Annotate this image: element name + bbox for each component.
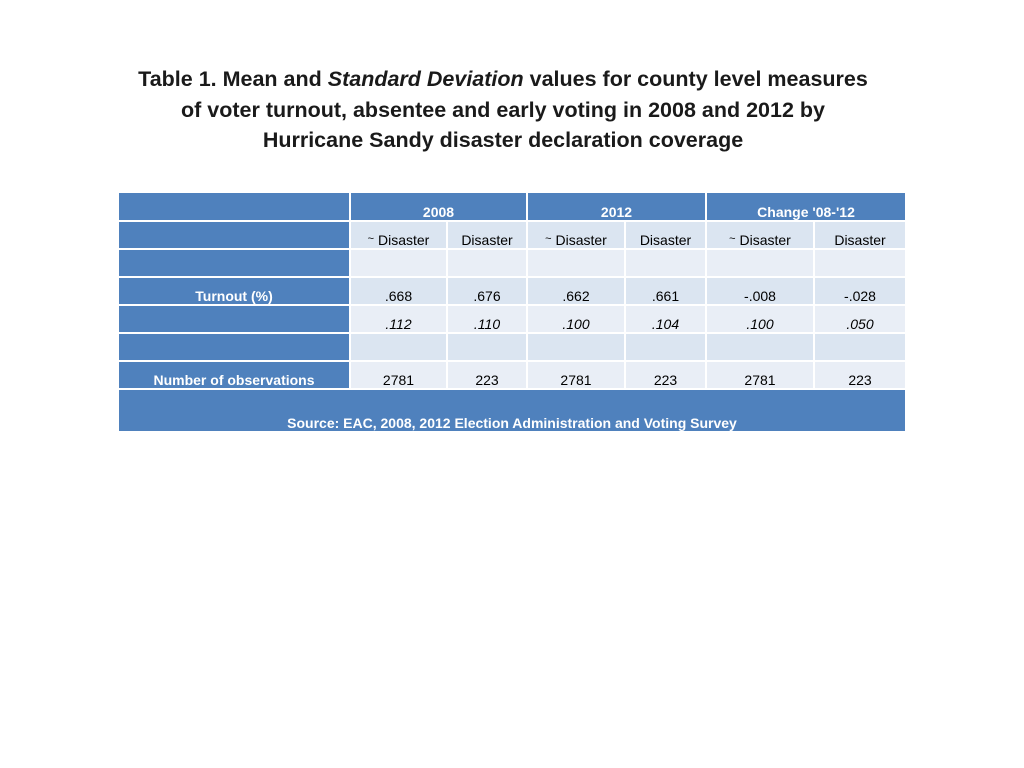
header-disaster-2012 [626,222,707,250]
empty-cell [351,334,448,362]
empty-cell [351,250,448,278]
source-note: Source: EAC, 2008, 2012 Election Administration and Voting Survey [119,390,905,433]
turnout-label: Turnout (%) [119,278,351,306]
table-cell: .100 [528,306,626,334]
year-header-2012: 2012 [528,193,707,222]
empty-cell [528,250,626,278]
group-header-label-cell [119,222,351,250]
header-text: Disaster [834,232,886,248]
table-cell: .110 [448,306,528,334]
table-cell: .112 [351,306,448,334]
year-header-2008: 2008 [351,193,528,222]
empty-cell [626,334,707,362]
title-italic-text: Standard Deviation [327,67,524,91]
empty-cell [707,250,815,278]
turnout-sd-label-cell [119,306,351,334]
turnout-sd-row [119,306,905,334]
table-cell: 223 [448,362,528,390]
table-cell: .104 [626,306,707,334]
empty-cell [815,334,905,362]
spacer-label-cell [119,250,351,278]
header-text: Disaster [551,232,607,248]
table-cell: 2781 [707,362,815,390]
table-cell: .676 [448,278,528,306]
header-text: Disaster [735,232,791,248]
observations-label: Number of observations [119,362,351,390]
empty-cell [528,334,626,362]
title-text-start: Table 1. Mean and [138,67,328,91]
table-title [130,64,876,156]
header-text: Disaster [461,232,513,248]
table-cell: .100 [707,306,815,334]
table-cell: -.028 [815,278,905,306]
empty-cell [448,250,528,278]
header-no-disaster-2008 [351,222,448,250]
spacer-label-cell [119,334,351,362]
table-cell: 223 [626,362,707,390]
corner-cell [119,193,351,222]
header-disaster-2008 [448,222,528,250]
header-no-disaster-2012 [528,222,626,250]
table-cell: 2781 [351,362,448,390]
header-no-disaster-change [707,222,815,250]
source-row [119,390,905,433]
statistics-table [119,193,905,433]
table-cell: .668 [351,278,448,306]
observations-row [119,362,905,390]
year-header-row [119,193,905,222]
turnout-mean-row [119,278,905,306]
empty-cell [448,334,528,362]
header-disaster-change [815,222,905,250]
spacer-row [119,334,905,362]
table-cell: .661 [626,278,707,306]
tilde-mark: ~ [367,233,375,245]
empty-cell [626,250,707,278]
empty-cell [707,334,815,362]
tilde-mark: ~ [545,233,552,245]
spacer-row [119,250,905,278]
header-text: Disaster [374,232,430,248]
title-text-end: values for county level measures of voter turnout, absentee and early voting in 2008 and 2012 by Hurricane Sandy disaster declaration coverage [181,67,868,152]
group-header-row [119,222,905,250]
table-cell: 2781 [528,362,626,390]
header-text: Disaster [639,232,692,248]
table-cell: -.008 [707,278,815,306]
table-cell: .050 [815,306,905,334]
empty-cell [815,250,905,278]
table-cell: .662 [528,278,626,306]
table-cell: 223 [815,362,905,390]
year-header-change: Change '08-'12 [707,193,905,222]
tilde-mark: ~ [729,233,736,245]
